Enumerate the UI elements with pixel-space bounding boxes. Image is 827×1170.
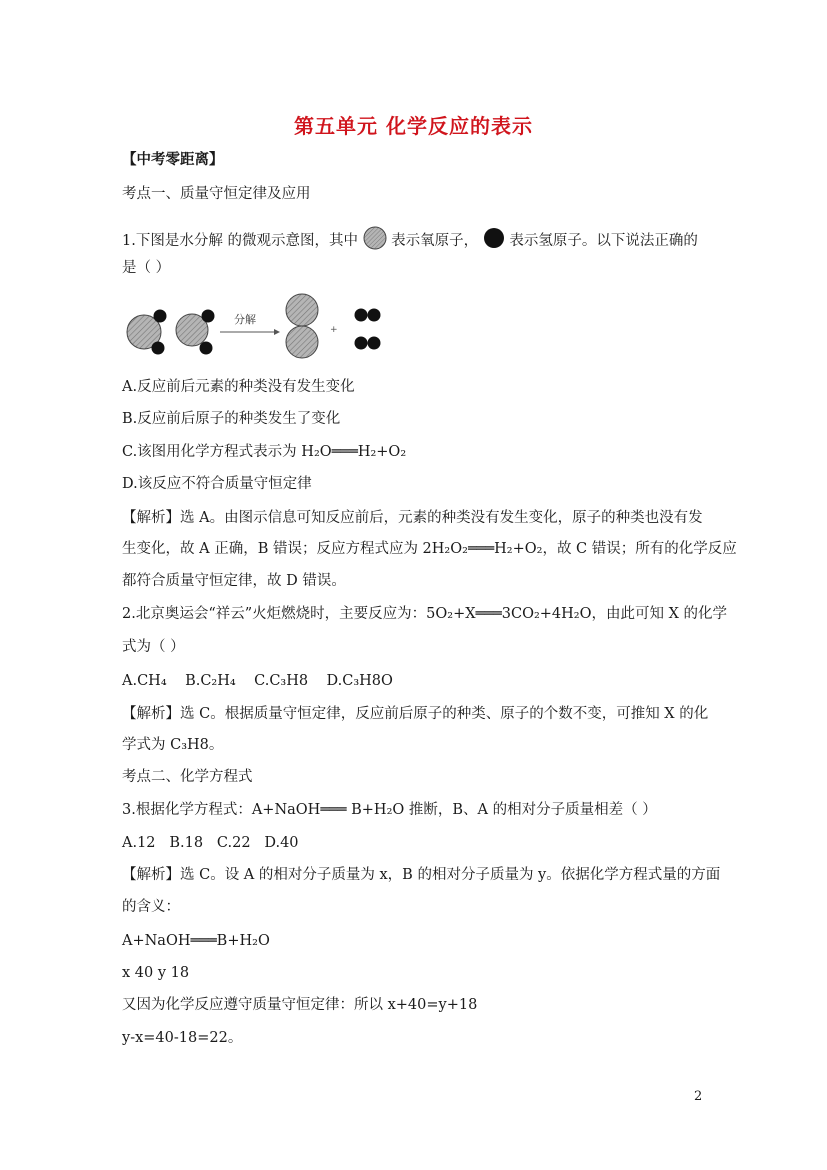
- water-molecule-2: [176, 310, 215, 355]
- q3-result-line: y-x=40-18=22。: [122, 1030, 243, 1046]
- q3-analysis-line1: 【解析】选 C。设 A 的相对分子质量为 x，B 的相对分子质量为 y。依据化学方程式量的方面: [122, 867, 721, 883]
- hydrogen-atom-icon: [483, 227, 505, 255]
- q3-options: A.12 B.18 C.22 D.40: [122, 835, 299, 851]
- oxygen-atom-icon: [363, 226, 387, 256]
- plus-sign: +: [330, 325, 338, 335]
- q2-analysis-line1: 【解析】选 C。根据质量守恒定律，反应前后原子的种类、原子的个数不变，可推知 X 的化: [122, 706, 709, 722]
- q2-options: A.CH₄ B.C₂H₄ C.C₃H8 D.C₃H8O: [122, 673, 393, 689]
- q1-option-d: D.该反应不符合质量守恒定律: [122, 476, 312, 492]
- arrow-label: 分解: [234, 313, 256, 326]
- q1-analysis-line2: 生变化，故 A 正确，B 错误；反应方程式应为 2H₂O₂═══H₂+O₂，故 C 错误；所有的化学反应: [122, 541, 737, 557]
- q3-conservation-line: 又因为化学反应遵守质量守恒定律：所以 x+40=y+18: [122, 997, 478, 1013]
- q1-stem-part-a: 1.下图是水分解 的微观示意图，其中: [122, 233, 358, 249]
- q1-analysis-line3: 都符合质量守恒定律，故 D 错误。: [122, 573, 346, 589]
- q3-equation: A+NaOH═══B+H₂O: [122, 933, 270, 949]
- q1-stem-line2: 是（ ）: [122, 260, 171, 276]
- q1-option-b: B.反应前后原子的种类发生了变化: [122, 411, 341, 427]
- q3-stem: 3.根据化学方程式：A+NaOH═══ B+H₂O 推断，B、A 的相对分子质量相差（ ）: [122, 802, 657, 818]
- oxygen-molecule: [286, 294, 318, 358]
- q2-analysis-line2: 学式为 C₃H8。: [122, 737, 224, 753]
- q3-mass-values: x 40 y 18: [122, 965, 190, 981]
- page-title: 第五单元 化学反应的表示: [294, 114, 533, 138]
- q2-stem-line2: 式为（ ）: [122, 639, 185, 655]
- page-number: 2: [694, 1089, 703, 1104]
- section-heading: 【中考零距离】: [122, 151, 224, 168]
- q3-analysis-line2: 的含义：: [122, 899, 180, 915]
- q2-stem-line1: 2.北京奥运会“祥云”火炬燃烧时，主要反应为：5O₂+X═══3CO₂+4H₂O，由此可知 X 的化学: [122, 606, 728, 622]
- water-decomposition-diagram: [122, 292, 392, 368]
- q1-option-a: A.反应前后元素的种类没有发生变化: [122, 379, 355, 395]
- q1-analysis-line1: 【解析】选 A。由图示信息可知反应前后，元素的种类没有发生变化，原子的种类也没有发: [122, 510, 703, 526]
- point-two-heading: 考点二、化学方程式: [122, 769, 253, 785]
- hydrogen-molecules: [355, 309, 381, 350]
- water-molecule-1: [127, 310, 167, 355]
- q1-stem-part-b: 表示氧原子，: [391, 233, 479, 249]
- q1-option-c: C.该图用化学方程式表示为 H₂O═══H₂+O₂: [122, 444, 407, 460]
- q1-stem-part-c: 表示氢原子。以下说法正确的: [509, 233, 698, 249]
- q1-stem-line1: [122, 226, 698, 256]
- point-one-heading: 考点一、质量守恒定律及应用: [122, 186, 311, 202]
